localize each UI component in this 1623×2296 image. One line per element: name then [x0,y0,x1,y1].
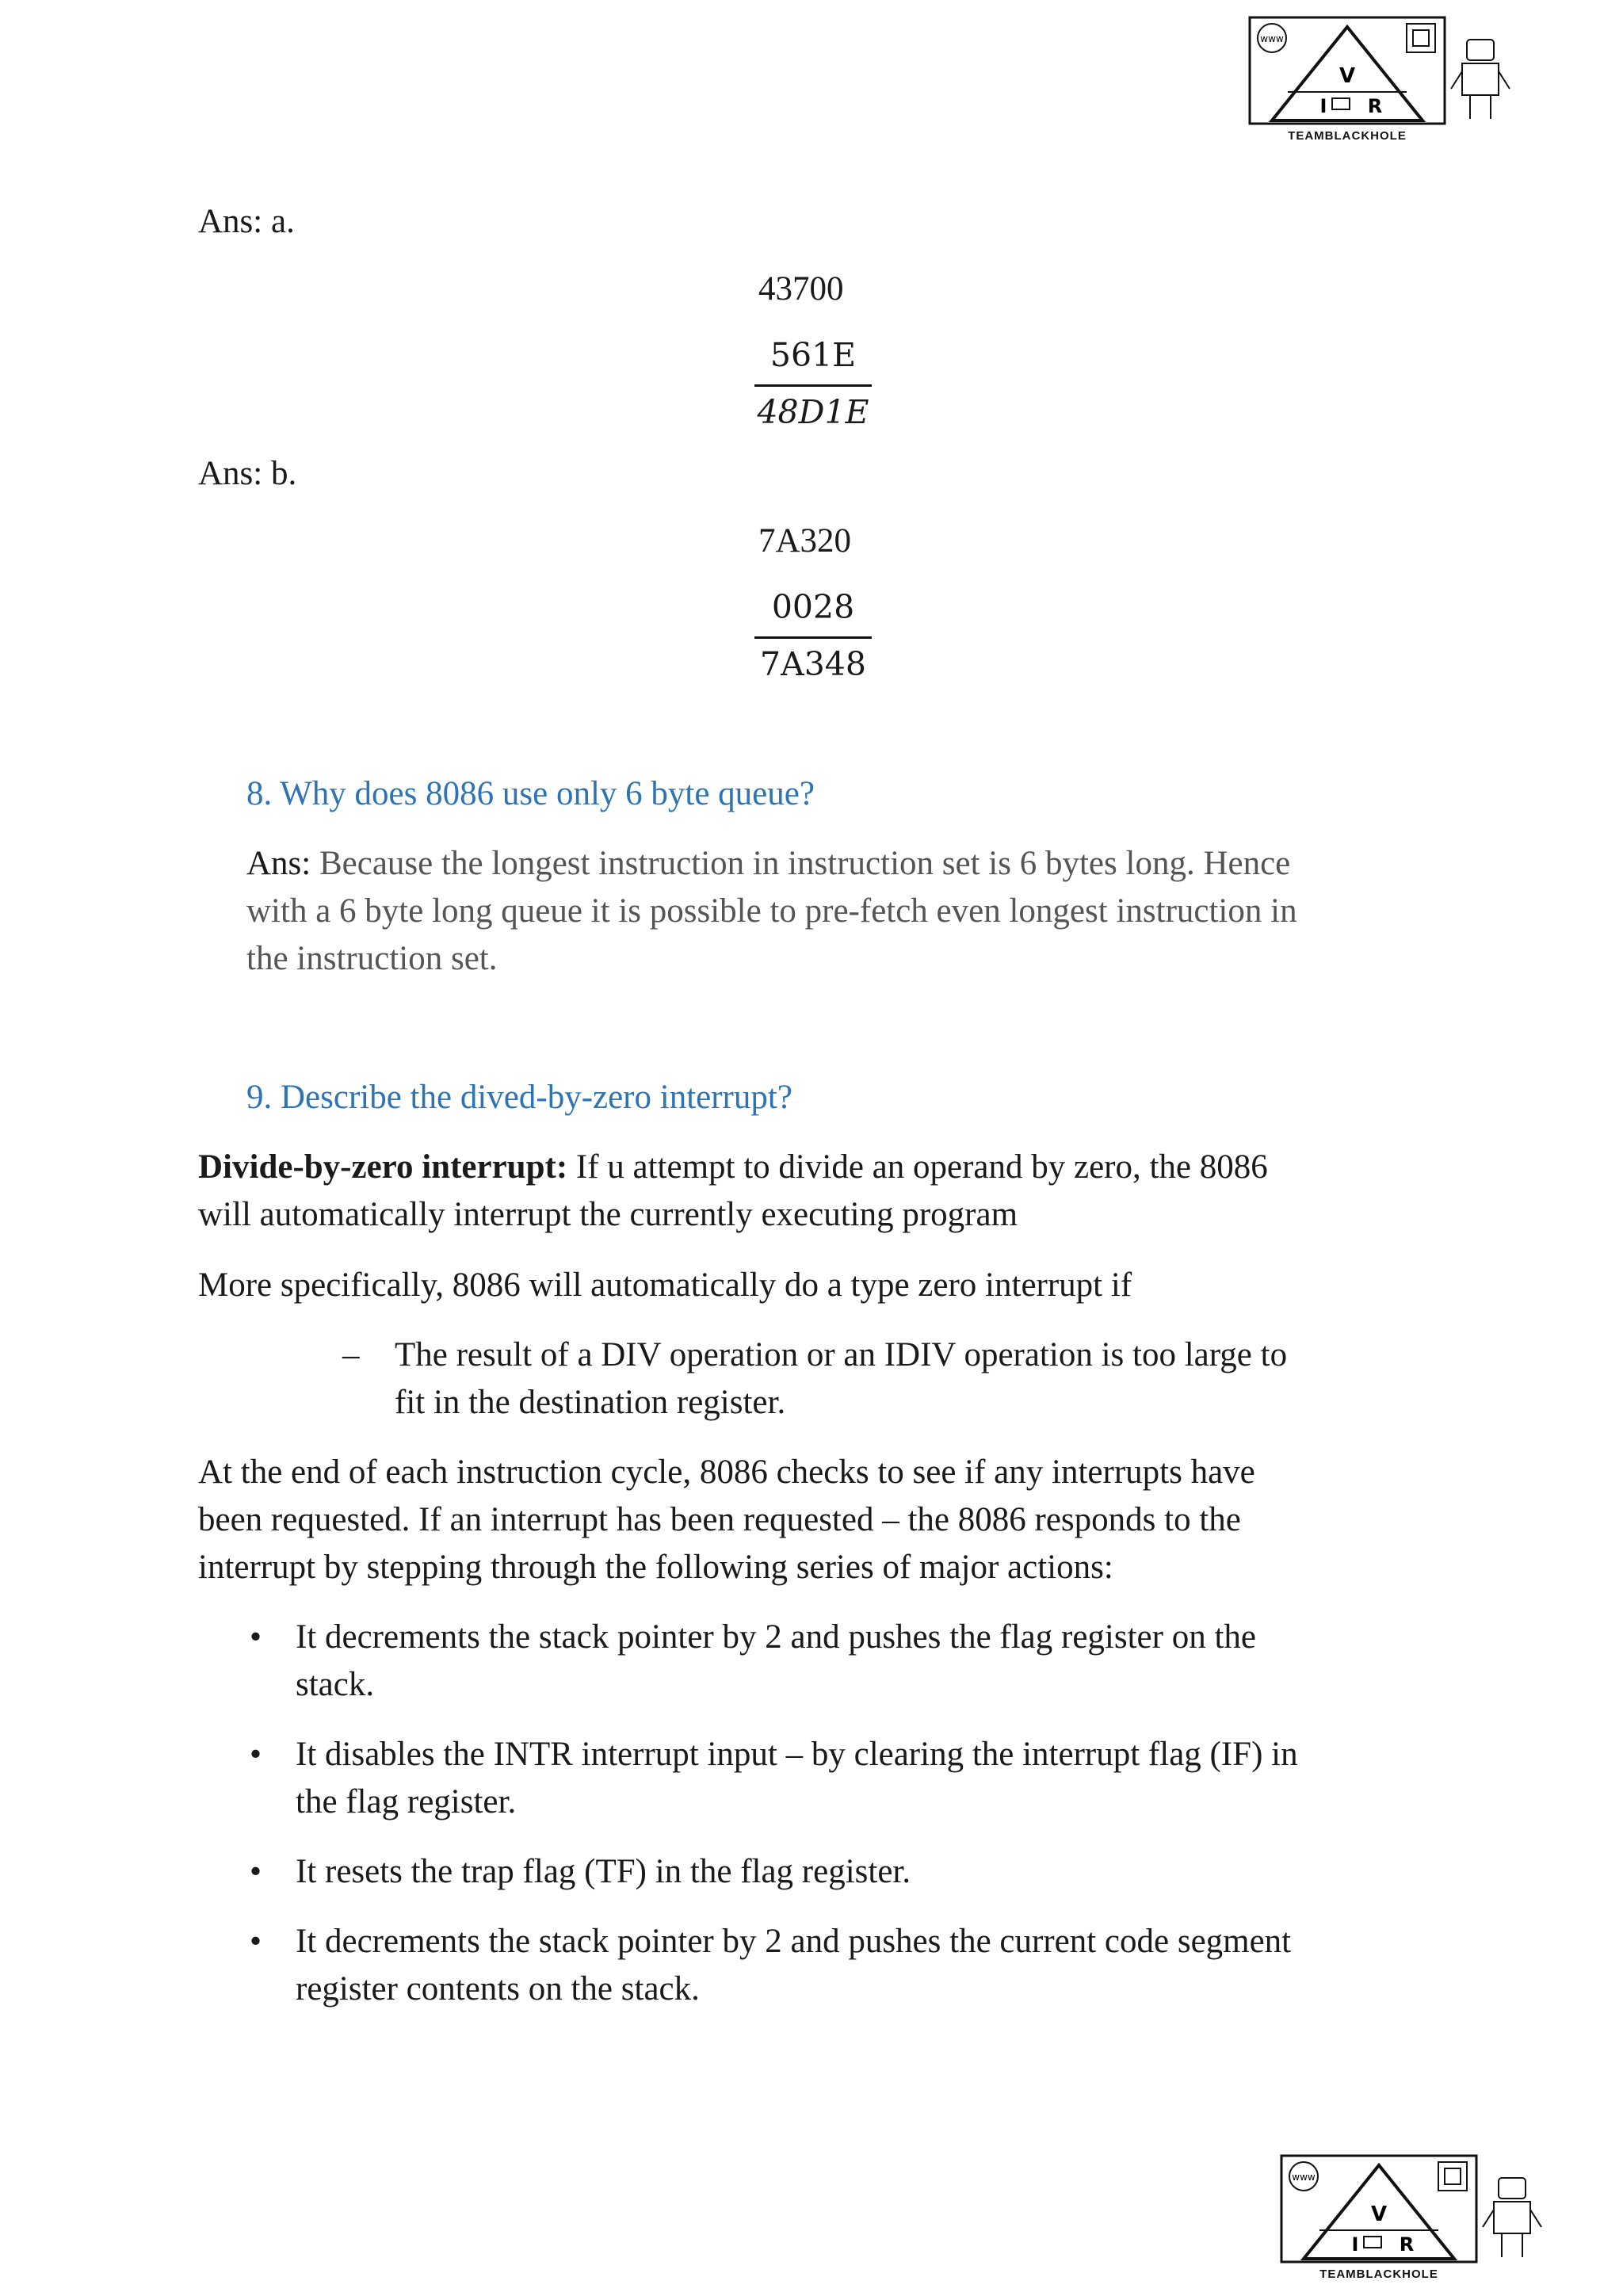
footer-logo [1280,2154,1549,2285]
answer-b-label: Ans: b. [198,455,297,492]
question-8-ans-label: Ans: [246,845,311,882]
paragraph-line-2: been requested. If an interrupt has been requested – the 8086 responds to the [198,1501,1241,1538]
question-9-definition-line-1 [198,1144,1268,1191]
team-logo-icon [1280,2154,1549,2273]
svg-text:I: I [1319,95,1327,117]
question-8-answer-line-3: the instruction set. [246,940,498,977]
svg-text:V: V [1370,2202,1388,2226]
question-9-term: Divide-by-zero interrupt: [198,1148,568,1186]
bullet-4-line-1: It decrements the stack pointer by 2 and pushes the current code segment [296,1923,1292,1960]
answer-a-result: 48D1E [757,393,869,431]
bullet-marker-3: • [250,1853,262,1890]
dash-item-line-2: fit in the destination register. [395,1384,786,1421]
answer-b-result: 7A348 [760,645,866,683]
logo-caption: TEAMBLACKHOLE [1288,129,1407,143]
question-8-answer-line-2: with a 6 byte long queue it is possible to pre-fetch even longest instruction in [246,892,1297,930]
svg-text:I: I [1351,2233,1359,2256]
dash-item-line-1: The result of a DIV operation or an IDIV operation is too large to [395,1336,1288,1373]
question-8-answer-text-1: Because the longest instruction in instruction set is 6 bytes long. Hence [311,845,1291,882]
dash-marker: – [342,1336,360,1373]
header-logo [1248,16,1518,147]
team-logo-icon [1248,16,1518,135]
bullet-4-line-2: register contents on the stack. [296,1970,700,2008]
paragraph-line-3: interrupt by stepping through the following series of major actions: [198,1549,1113,1586]
bullet-2-line-2: the flag register. [296,1783,517,1820]
answer-a-operand2: 561E [769,336,857,374]
bullet-1-line-2: stack. [296,1666,375,1703]
svg-text:www: www [1292,2172,1316,2183]
bullet-1-line-1: It decrements the stack pointer by 2 and pushes the flag register on the [296,1618,1256,1656]
question-8-answer-line-1 [246,840,1290,888]
question-9-definition-text-1: If u attempt to divide an operand by zero, the 8086 [567,1148,1268,1186]
bullet-2-line-1: It disables the INTR interrupt input – by clearing the interrupt flag (IF) in [296,1736,1298,1773]
bullet-marker-1: • [250,1618,262,1656]
svg-text:R: R [1367,95,1383,117]
bullet-marker-2: • [250,1736,262,1773]
question-9-more-specifically: More specifically, 8086 will automatically do a type zero interrupt if [198,1266,1132,1304]
answer-a-operand1: 43700 [758,270,844,308]
question-8-heading: 8. Why does 8086 use only 6 byte queue? [246,775,815,812]
bullet-marker-4: • [250,1923,262,1960]
answer-b-operand1: 7A320 [758,522,852,560]
answer-a-label: Ans: a. [198,203,295,240]
paragraph-line-1: At the end of each instruction cycle, 8086 checks to see if any interrupts have [198,1454,1255,1491]
question-9-heading: 9. Describe the dived-by-zero interrupt? [246,1079,792,1116]
answer-b-operand2: 0028 [771,588,855,626]
svg-text:R: R [1399,2233,1415,2256]
svg-text:www: www [1260,33,1284,44]
logo-caption: TEAMBLACKHOLE [1319,2267,1438,2281]
question-9-definition-line-2: will automatically interrupt the currently executing program [198,1196,1018,1233]
answer-a-fraction-line [754,384,872,387]
bullet-3-line-1: It resets the trap flag (TF) in the flag register. [296,1853,911,1890]
answer-b-fraction-line [754,636,872,639]
svg-text:V: V [1338,64,1356,88]
